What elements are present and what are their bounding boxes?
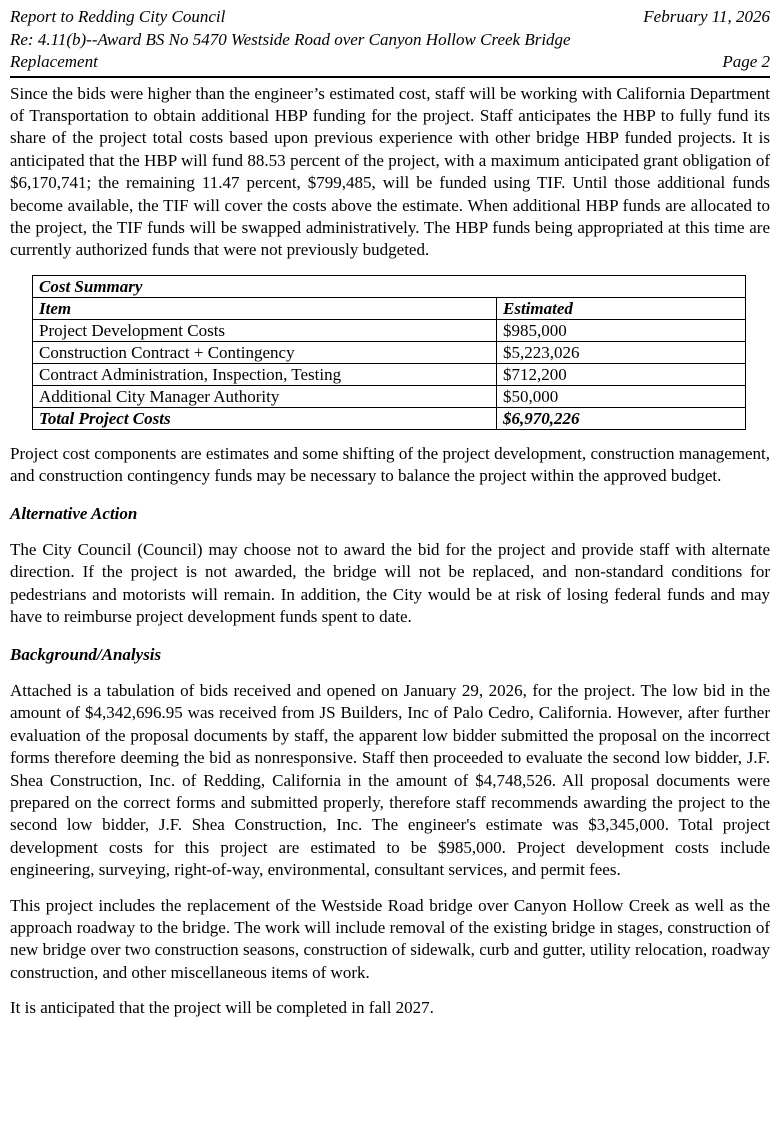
header-date: February 11, 2026	[643, 7, 770, 26]
column-header-estimated: Estimated	[497, 297, 746, 319]
cost-summary-table	[32, 275, 746, 430]
total-label-cell: Total Project Costs	[33, 407, 497, 429]
intro-paragraph: Since the bids were higher than the engineer’s estimated cost, staff will be working with California Department of Transportation to obtain additional HBP funding for the project. Staff anticipates the HBP to fully fund its share of the project total costs based upon previous experience with other bridge HBP funded projects. It is anticipated that the HBP will fund 88.53 percent of the project, with a maximum anticipated grant obligation of $6,170,741; the remaining 11.47 percent, $799,485, will be funded using TIF. Until those additional funds become available, the TIF will cover the costs above the estimate. When additional HBP funds are allocated to the project, the TIF funds will be swapped administratively. The HBP funds being appropriated at this time are currently authorized funds that were not previously budgeted.	[10, 83, 770, 260]
table-row	[33, 319, 746, 341]
alternative-action-paragraph: The City Council (Council) may choose not to award the bid for the project and provide staff with alternate direction. If the project is not awarded, the bridge will not be replaced, and non-standard conditions for pedestrians and motorists will remain. In addition, the City would be at risk of losing federal funds and may have to reimburse project development funds spent to date.	[10, 539, 770, 627]
estimate-cell: $50,000	[497, 385, 746, 407]
header-line-3	[10, 51, 770, 74]
item-cell: Construction Contract + Contingency	[33, 341, 497, 363]
background-paragraph-2: This project includes the replacement of the Westside Road bridge over Canyon Hollow Creek as well as the approach roadway to the bridge. The work will include removal of the existing bridge in stages, construction of new bridge over two construction seasons, construction of sidewalk, curb and gutter, utility relocation, roadway construction, and other miscellaneous items of work.	[10, 895, 770, 982]
header-page-number: Page 2	[722, 52, 770, 71]
header-line-1	[10, 6, 770, 29]
completion-paragraph: It is anticipated that the project will be completed in fall 2027.	[10, 998, 434, 1018]
table-title-row	[33, 275, 746, 297]
header-title: Report to Redding City Council	[10, 7, 226, 26]
costs-note-paragraph: Project cost components are estimates and some shifting of the project development, construction management, and construction contingency funds may be necessary to balance the project within the approved budget.	[10, 443, 770, 486]
background-analysis-heading: Background/Analysis	[10, 644, 162, 664]
total-value-cell: $6,970,226	[497, 407, 746, 429]
header-subject-continuation: Replacement	[10, 52, 98, 71]
item-cell: Contract Administration, Inspection, Testing	[33, 363, 497, 385]
table-row	[33, 341, 746, 363]
estimate-cell: $985,000	[497, 319, 746, 341]
table-title-cell: Cost Summary	[33, 275, 746, 297]
column-header-item: Item	[33, 297, 497, 319]
table-row	[33, 385, 746, 407]
item-cell: Project Development Costs	[33, 319, 497, 341]
header-divider	[10, 76, 770, 78]
table-total-row	[33, 407, 746, 429]
estimate-cell: $712,200	[497, 363, 746, 385]
table-header-row	[33, 297, 746, 319]
table-row	[33, 363, 746, 385]
item-cell: Additional City Manager Authority	[33, 385, 497, 407]
header-subject-line: Re: 4.11(b)--Award BS No 5470 Westside Road over Canyon Hollow Creek Bridge	[10, 29, 571, 49]
alternative-action-heading: Alternative Action	[10, 503, 138, 523]
background-paragraph-1: Attached is a tabulation of bids received and opened on January 29, 2026, for the project. The low bid in the amount of $4,342,696.95 was received from JS Builders, Inc of Palo Cedro, California. However, after further evaluation of the proposal documents by staff, the apparent low bidder submitted the proposal on the incorrect forms therefore deeming the bid as nonresponsive. Staff then proceeded to evaluate the second low bidder, J.F. Shea Construction, Inc. of Redding, California in the amount of $4,748,526. All proposal documents were prepared on the correct forms and submitted properly, therefore staff recommends awarding the project to the second low bidder, J.F. Shea Construction, Inc. The engineer's estimate was $3,345,000. Total project development costs for this project are estimated to be $985,000. Project development costs include engineering, surveying, right-of-way, environmental, consultant services, and permit fees.	[10, 681, 770, 880]
page-header	[10, 6, 770, 74]
estimate-cell: $5,223,026	[497, 341, 746, 363]
